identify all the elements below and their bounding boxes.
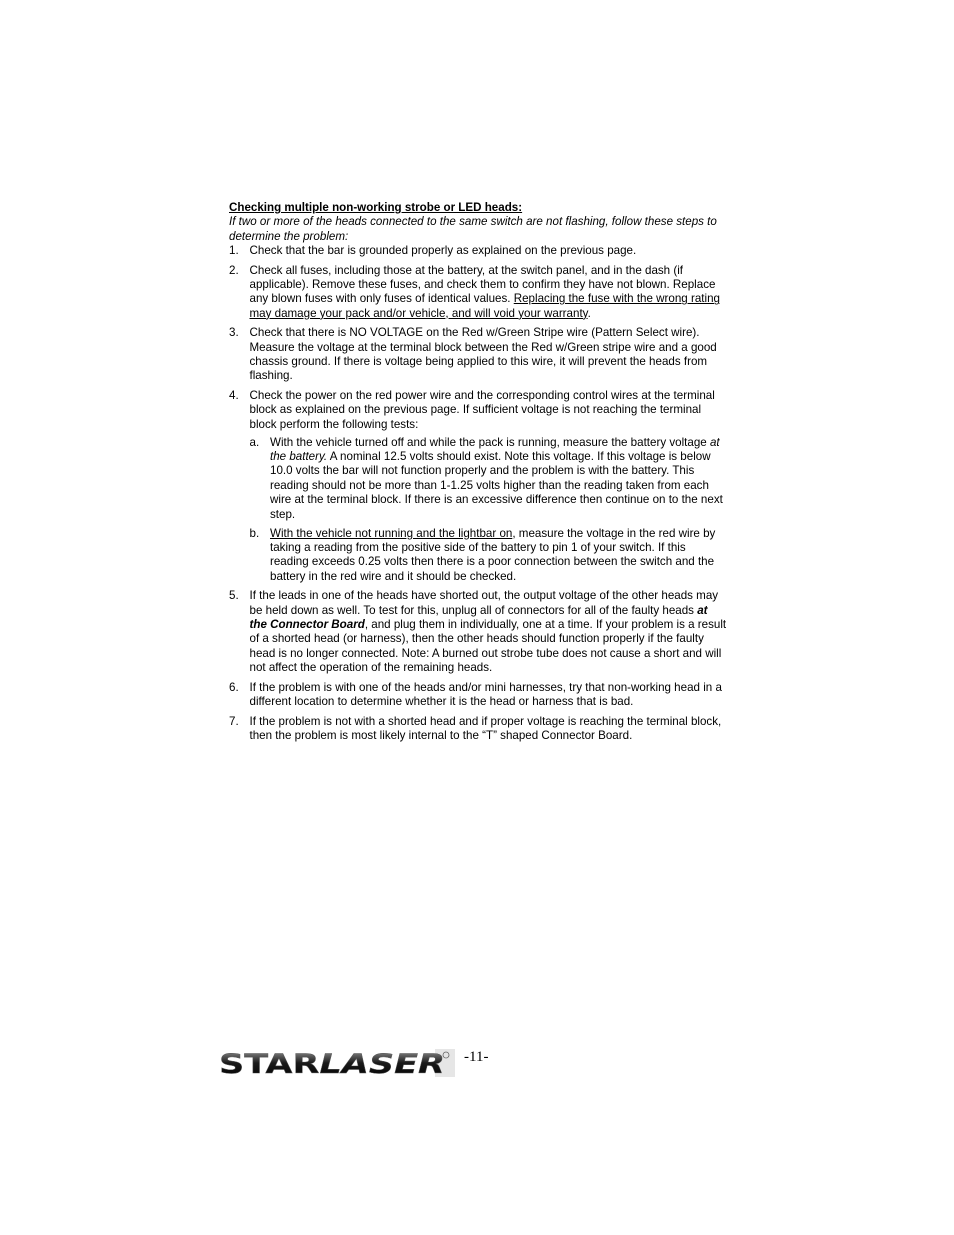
- list-item: [229, 244, 727, 258]
- starlaser-logo: [217, 1047, 455, 1077]
- step-text: A nominal 12.5 volts should exist. Note this voltage. If this voltage is below 10.0 volts the bar will not function properly and the problem is with the battery. This reading should not be more than 1-1.25 volts higher than the reading taken from each wire at the terminal block. If there is an excessive difference then continue on to the next step.: [270, 450, 723, 521]
- step-text: If the problem is not with a shorted head and if proper voltage is reaching the terminal block, then the problem is most likely internal to the “T” shaped Connector Board.: [249, 714, 722, 742]
- substeps-list: [250, 436, 728, 585]
- step-text: With the vehicle turned off and while the pack is running, measure the battery voltage: [270, 435, 710, 449]
- section-heading: Checking multiple non-working strobe or LED heads:: [229, 201, 523, 214]
- svg-text:STARLASER: [219, 1049, 445, 1077]
- list-item: [229, 326, 727, 384]
- step-text: Check all fuses, including those at the battery, at the switch panel, and in the dash (if applicable). Remove these fuses, and check them to confirm they have not blown. Replace any blown fuses with only fuses of identical values.: [249, 263, 716, 306]
- step-text: , measure the voltage in the red wire by taking a reading from the positive side of the battery to pin 1 of your switch. If this reading exceeds 0.25 volts then there is a poor connection between the switch and the battery in the red wire and it should be checked.: [270, 526, 716, 583]
- step-text: If the problem is with one of the heads and/or mini harnesses, try that non-working head in a different location to determine whether it is the head or harness that is bad.: [249, 680, 722, 709]
- list-item: [229, 715, 727, 744]
- emphasis-text: With the vehicle not running and the lightbar on: [270, 526, 513, 540]
- step-number: 3.: [229, 326, 239, 340]
- logo-text-laser: LASER: [319, 1049, 417, 1077]
- logo-text-star: STAR: [219, 1049, 297, 1077]
- step-text: , and plug them in individually, one at a time. If your problem is a result of a shorted head (or harness), then the other heads should function properly if the faulty head is no longer connected. Note: A burned out strobe tube does not cause a short and will not affect the operation of the remaining heads.: [249, 618, 727, 675]
- step-text: If the leads in one of the heads have shorted out, the output voltage of the other heads may be held down as well. To test for this, unplug all of connectors for all of the faulty heads: [249, 589, 719, 617]
- substep-letter: a.: [249, 435, 260, 449]
- warranty-warning: Replacing the fuse with the wrong rating may damage your pack and/or vehicle, and will void your warranty: [249, 292, 720, 320]
- page-number: -11-: [464, 1049, 489, 1065]
- list-item: [229, 589, 727, 675]
- step-text: .: [587, 306, 591, 320]
- step-text: Check that there is NO VOLTAGE on the Red w/Green Stripe wire (Pattern Select wire). Measure the voltage at the terminal block between the Red w/Green stripe wire and a good chassis ground. If there is voltage being applied to this wire, it will prevent the heads from flashing.: [249, 326, 717, 383]
- emphasis-text: at the battery.: [270, 435, 720, 463]
- page-footer: [217, 1043, 517, 1077]
- step-number: 5.: [229, 589, 239, 603]
- list-item: [229, 389, 727, 584]
- list-item: [229, 681, 727, 710]
- section-intro: If two or more of the heads connected to the same switch are not flashing, follow these steps to determine the problem:: [229, 215, 717, 243]
- instructions-section: [229, 201, 727, 748]
- list-item: [229, 264, 727, 322]
- step-text: Check the power on the red power wire and the corresponding control wires at the terminal block as explained on the previous page. If sufficient voltage is not reaching the terminal block perform the following tests:: [249, 388, 715, 431]
- step-number: 1.: [229, 244, 239, 258]
- step-number: 7.: [229, 714, 239, 728]
- step-number: 2.: [229, 263, 239, 277]
- step-text: Check that the bar is grounded properly as explained on the previous page.: [249, 244, 637, 258]
- substep-letter: b.: [249, 526, 260, 540]
- step-number: 4.: [229, 388, 239, 402]
- step-number: 6.: [229, 680, 239, 694]
- steps-list: [229, 244, 727, 743]
- emphasis-text: at the Connector Board: [249, 603, 708, 632]
- list-item: [250, 527, 728, 585]
- list-item: [250, 436, 728, 522]
